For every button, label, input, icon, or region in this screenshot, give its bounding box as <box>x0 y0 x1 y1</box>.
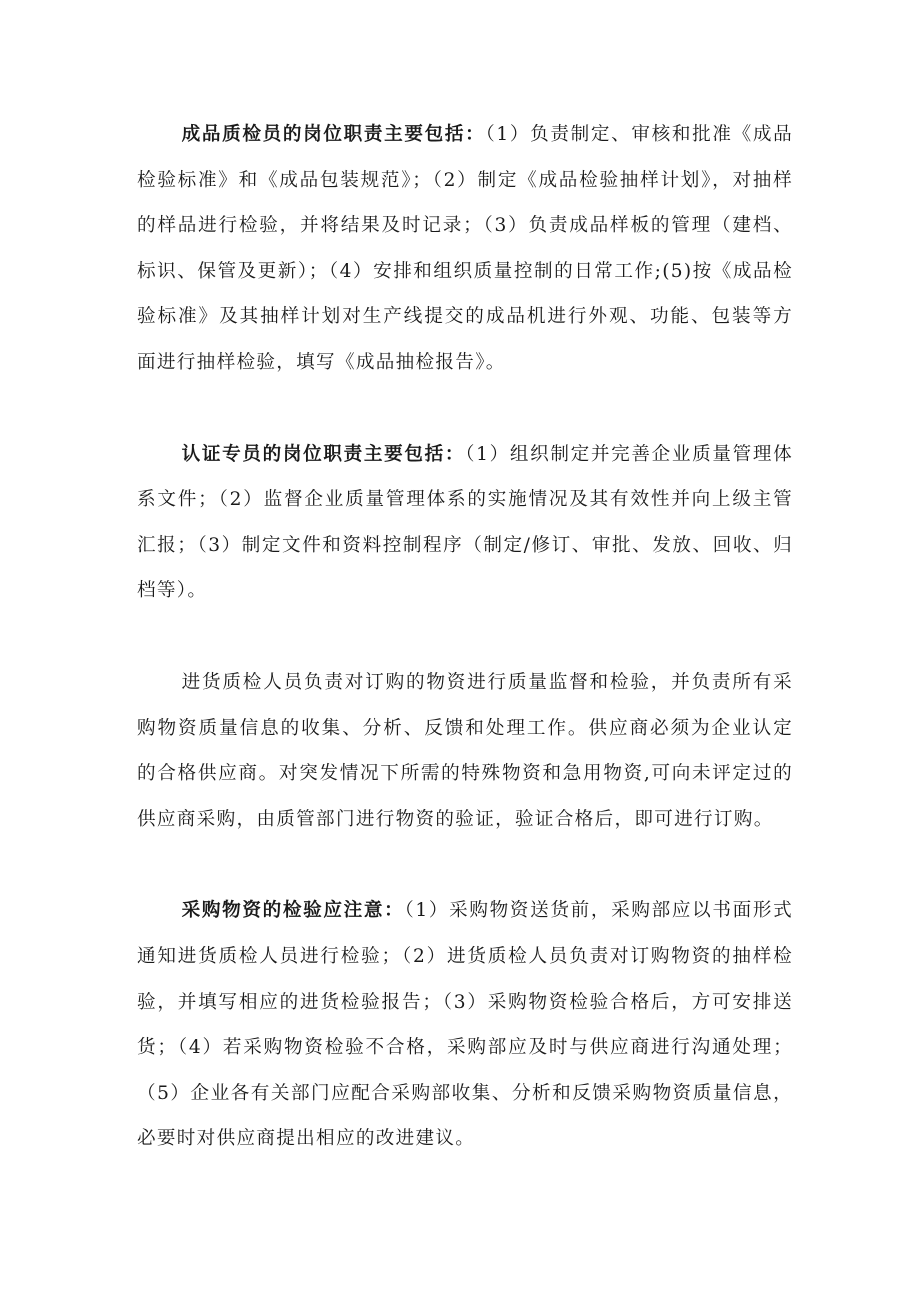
paragraph-heading: 认证专员的岗位职责主要包括： <box>181 443 466 465</box>
document-page <box>137 112 793 1162</box>
paragraph-body: （1）采购物资送货前，采购部应以书面形式通知进货质检人员进行检验；（2）进货质检人员负责对订购物资的抽样检验，并填写相应的进货检验报告；（3）采购物资检验合格后，方可安排送货；（4）若采购物资检验不合格，采购部应及时与供应商进行沟通处理；（5）企业各有关部门应配合采购部收集、分析和反馈采购物资质量信息，必要时对供应商提出相应的改进建议。 <box>137 900 793 1150</box>
paragraph-body: （1）负责制定、审核和批准《成品检验标准》和《成品包装规范》；（2）制定《成品检验抽样计划》，对抽样的样品进行检验，并将结果及时记录；（3）负责成品样板的管理（建档、标识、保管及更新）；（4）安排和组织质量控制的日常工作;(5)按《成品检验标准》及其抽样计划对生产线提交的成品机进行外观、功能、包装等方面进行抽样检验，填写《成品抽检报告》。 <box>137 124 793 373</box>
paragraph-incoming-inspection <box>137 660 793 842</box>
paragraph-finished-product-inspector <box>137 112 793 386</box>
paragraph-body: （1）组织制定并完善企业质量管理体系文件；（2）监督企业质量管理体系的实施情况及其有效性并向上级主管汇报；（3）制定文件和资料控制程序（制定/修订、审批、发放、回收、归档等）。 <box>137 443 793 602</box>
paragraph-body: 进货质检人员负责对订购的物资进行质量监督和检验，并负责所有采购物资质量信息的收集、分析、反馈和处理工作。供应商必须为企业认定的合格供应商。对突发情况下所需的特殊物资和急用物资,可向未评定过的供应商采购，由质管部门进行物资的验证，验证合格后，即可进行订购。 <box>137 671 793 830</box>
paragraph-heading: 采购物资的检验应注意： <box>181 900 405 922</box>
paragraph-purchase-inspection-notes <box>137 888 793 1162</box>
paragraph-certification-specialist <box>137 432 793 614</box>
paragraph-heading: 成品质检员的岗位职责主要包括： <box>181 124 486 145</box>
